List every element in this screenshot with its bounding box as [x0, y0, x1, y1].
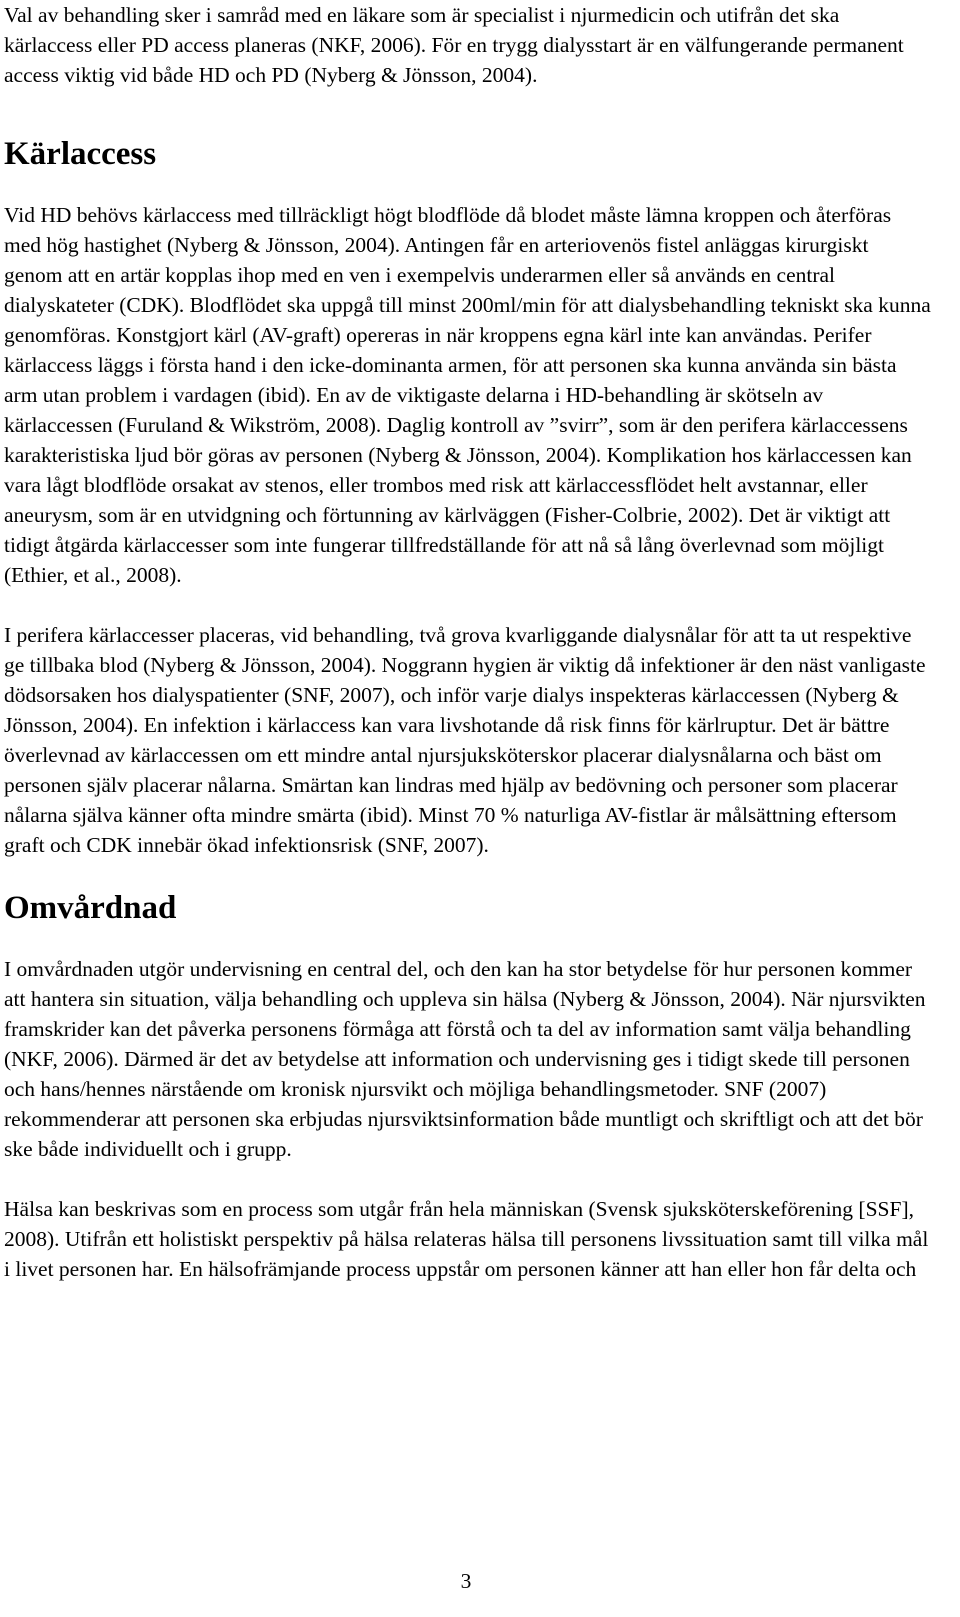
- intro-paragraph: Val av behandling sker i samråd med en läkare som är specialist i njurmedicin och utifrån det ska kärlaccess eller PD access planeras (NKF, 2006). För en trygg dialysstart är en välfungerande permanent access viktig vid både HD och PD (Nyberg & Jönsson, 2004).: [4, 3, 904, 87]
- heading-omvardnad: Omvårdnad: [4, 890, 177, 926]
- karlaccess-paragraph-1: Vid HD behövs kärlaccess med tillräckligt högt blodflöde då blodet måste lämna kroppen och återföras med hög hastighet (Nyberg & Jönsson, 2004). Antingen får en arteriovenös fistel anläggas kirurgiskt genom att en artär kopplas ihop med en ven i exempelvis underarmen eller så används en central dialyskateter (CDK). Blodflödet ska uppgå till minst 200ml/min för att dialysbehandling tekniskt ska kunna genomföras. Konstgjort kärl (AV-graft) opereras in när kroppens egna kärl inte kan användas. Perifer kärlaccess läggs i första hand i den icke-dominanta armen, för att personen ska kunna använda sin bästa arm utan problem i vardagen (ibid). En av de viktigaste delarna i HD-behandling är skötseln av kärlaccessen (Furuland & Wikström, 2008). Daglig kontroll av ”svirr”, som är den perifera kärlaccessens karakteristiska ljud bör göras av personen (Nyberg & Jönsson, 2004). Komplikation hos kärlaccessen kan vara lågt blodflöde orsakat av stenos, eller trombos med risk att kärlaccessflödet helt avstannar, eller aneurysm, som är en utvidgning och förtunning av kärlväggen (Fisher-Colbrie, 2002). Det är viktigt att tidigt åtgärda kärlaccesser som inte fungerar tillfredställande för att nå så lång överlevnad som möjligt (Ethier, et al., 2008).: [4, 203, 931, 587]
- karlaccess-paragraph-2: I perifera kärlaccesser placeras, vid behandling, två grova kvarliggande dialysnålar för att ta ut respektive ge tillbaka blod (Nyberg & Jönsson, 2004). Noggrann hygien är viktig då infektioner är den näst vanligaste dödsorsaken hos dialyspatienter (SNF, 2007), och inför varje dialys inspekteras kärlaccessen (Nyberg & Jönsson, 2004). En infektion i kärlaccess kan vara livshotande då risk finns för kärlruptur. Det är bättre överlevnad av kärlaccessen om ett mindre antal njursjuksköterskor placerar dialysnålarna och bäst om personen själv placerar nålarna. Smärtan kan lindras med hjälp av bedövning och personer som placerar nålarna själva känner ofta mindre smärta (ibid). Minst 70 % naturliga AV-fistlar är målsättning eftersom graft och CDK innebär ökad infektionsrisk (SNF, 2007).: [4, 623, 926, 857]
- page-number: 3: [460, 1569, 472, 1593]
- omvardnad-paragraph-1: I omvårdnaden utgör undervisning en central del, och den kan ha stor betydelse för hur personen kommer att hantera sin situation, välja behandling och uppleva sin hälsa (Nyberg & Jönsson, 2004). När njursvikten framskrider kan det påverka personens förmåga att förstå och ta del av information samt välja behandling (NKF, 2006). Därmed är det av betydelse att information och undervisning ges i tidigt skede till personen och hans/hennes närstående om kronisk njursvikt och möjliga behandlingsmetoder. SNF (2007) rekommenderar att personen ska erbjudas njursviktsinformation både muntligt och skriftligt och att det bör ske både individuellt och i grupp.: [4, 957, 926, 1161]
- heading-karlaccess: Kärlaccess: [4, 136, 157, 172]
- omvardnad-paragraph-2: Hälsa kan beskrivas som en process som utgår från hela människan (Svensk sjuksköterskeförening [SSF], 2008). Utifrån ett holistiskt perspektiv på hälsa relateras hälsa till personens livssituation samt till vilka mål i livet personen har. En hälsofrämjande process uppstår om personen känner att han eller hon får delta och: [4, 1197, 929, 1281]
